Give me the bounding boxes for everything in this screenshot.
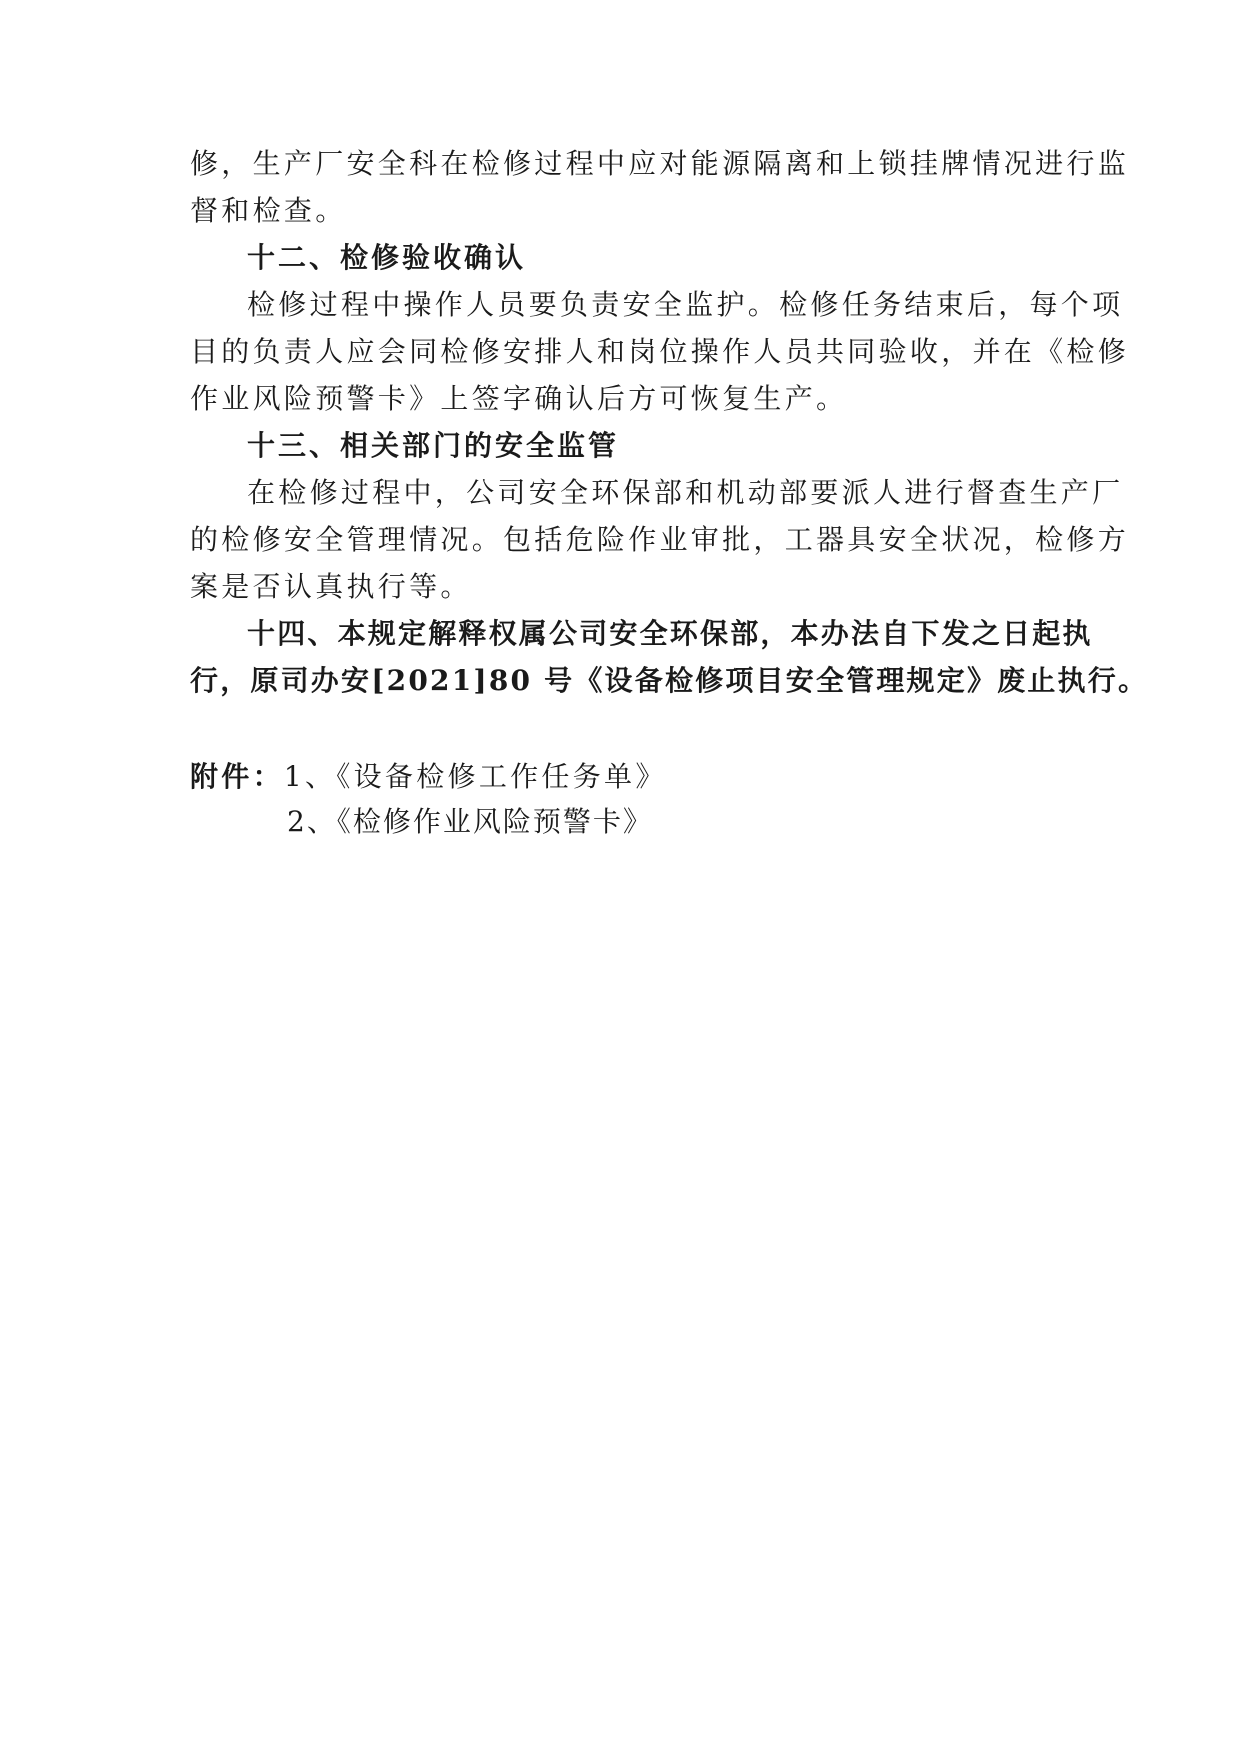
paragraph-line: 修，生产厂安全科在检修过程中应对能源隔离和上锁挂牌情况进行监 [190,147,1130,180]
paragraph-line: 作业风险预警卡》上签字确认后方可恢复生产。 [190,382,848,415]
section-heading-13: 十三、相关部门的安全监管 [247,429,620,462]
section-14-line: 行，原司办安[2021]80 号《设备检修项目安全管理规定》废止执行。 [190,664,1149,697]
attachments-label: 附件： [190,760,284,793]
paragraph-line: 督和检查。 [190,194,347,227]
section-heading-12: 十二、检修验收确认 [247,241,527,274]
attachment-item-2: 2、《检修作业风险预警卡》 [287,805,653,838]
paragraph-line: 检修过程中操作人员要负责安全监护。检修任务结束后，每个项 [247,288,1124,321]
paragraph-line: 案是否认真执行等。 [190,570,472,603]
paragraph-line: 的检修安全管理情况。包括危险作业审批，工器具安全状况，检修方 [190,523,1130,556]
paragraph-line: 在检修过程中，公司安全环保部和机动部要派人进行督查生产厂 [247,476,1124,509]
section-14-line: 十四、本规定解释权属公司安全环保部，本办法自下发之日起执 [247,617,1093,650]
paragraph-line: 目的负责人应会同检修安排人和岗位操作人员共同验收，并在《检修 [190,335,1130,368]
attachment-item-1: 1、《设备检修工作任务单》 [283,760,667,793]
attachment-row [190,757,1052,797]
